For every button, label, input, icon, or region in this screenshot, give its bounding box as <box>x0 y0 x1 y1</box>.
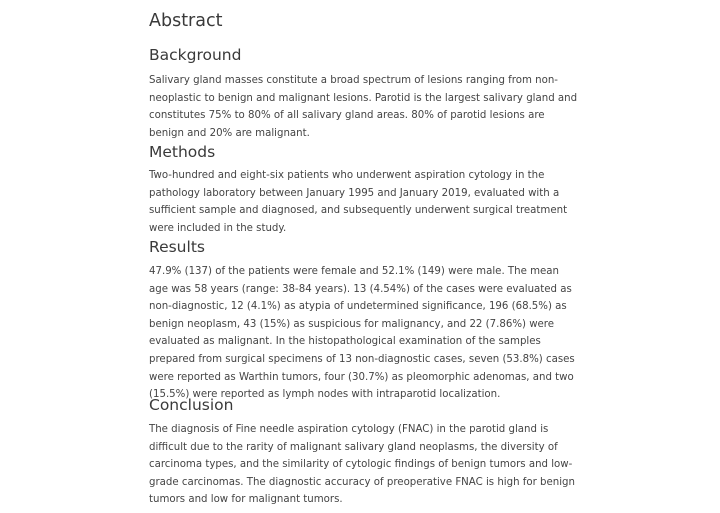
results-heading: Results <box>149 238 205 256</box>
conclusion-heading: Conclusion <box>149 396 234 414</box>
results-text: 47.9% (137) of the patients were female and 52.1% (149) were male. The mean age was 58 years (range: 38-84 years). 13 (4.54%) of the cases were evaluated as non-diagnostic, 12 (4.1%) as atypia of undetermined significance, 196 (68.5%) as benign neoplasm, 43 (15%) as suspicious for malignancy, and 22 (7.86%) were evaluated as malignant. In the histopathological examination of the samples prepared from surgical specimens of 13 non-diagnostic cases, seven (53.8%) cases were reported as Warthin tumors, four (30.7%) as pleomorphic adenomas, and two (15.5%) were reported as lymph nodes with intraparotid localization. <box>149 266 575 401</box>
methods-heading: Methods <box>149 143 216 161</box>
conclusion-text: The diagnosis of Fine needle aspiration cytology (FNAC) in the parotid gland is difficult due to the rarity of malignant salivary gland neoplasms, the diversity of carcinoma types, and the similarity of cytologic findings of benign tumors and low-grade carcinomas. The diagnostic accuracy of preoperative FNAC is high for benign tumors and low for malignant tumors. <box>149 424 575 506</box>
abstract-title: Abstract <box>149 11 223 31</box>
methods-text: Two-hundred and eight-six patients who underwent aspiration cytology in the pathology laboratory between January 1995 and January 2019, evaluated with a sufficient sample and diagnosed, and subsequently underwent surgical treatment were included in the study. <box>149 170 568 234</box>
background-text: Salivary gland masses constitute a broad spectrum of lesions ranging from non-neoplastic to benign and malignant lesions. Parotid is the largest salivary gland and constitutes 75% to 80% of all salivary gland areas. 80% of parotid lesions are benign and 20% are malignant. <box>149 75 578 139</box>
background-heading: Background <box>149 46 242 64</box>
